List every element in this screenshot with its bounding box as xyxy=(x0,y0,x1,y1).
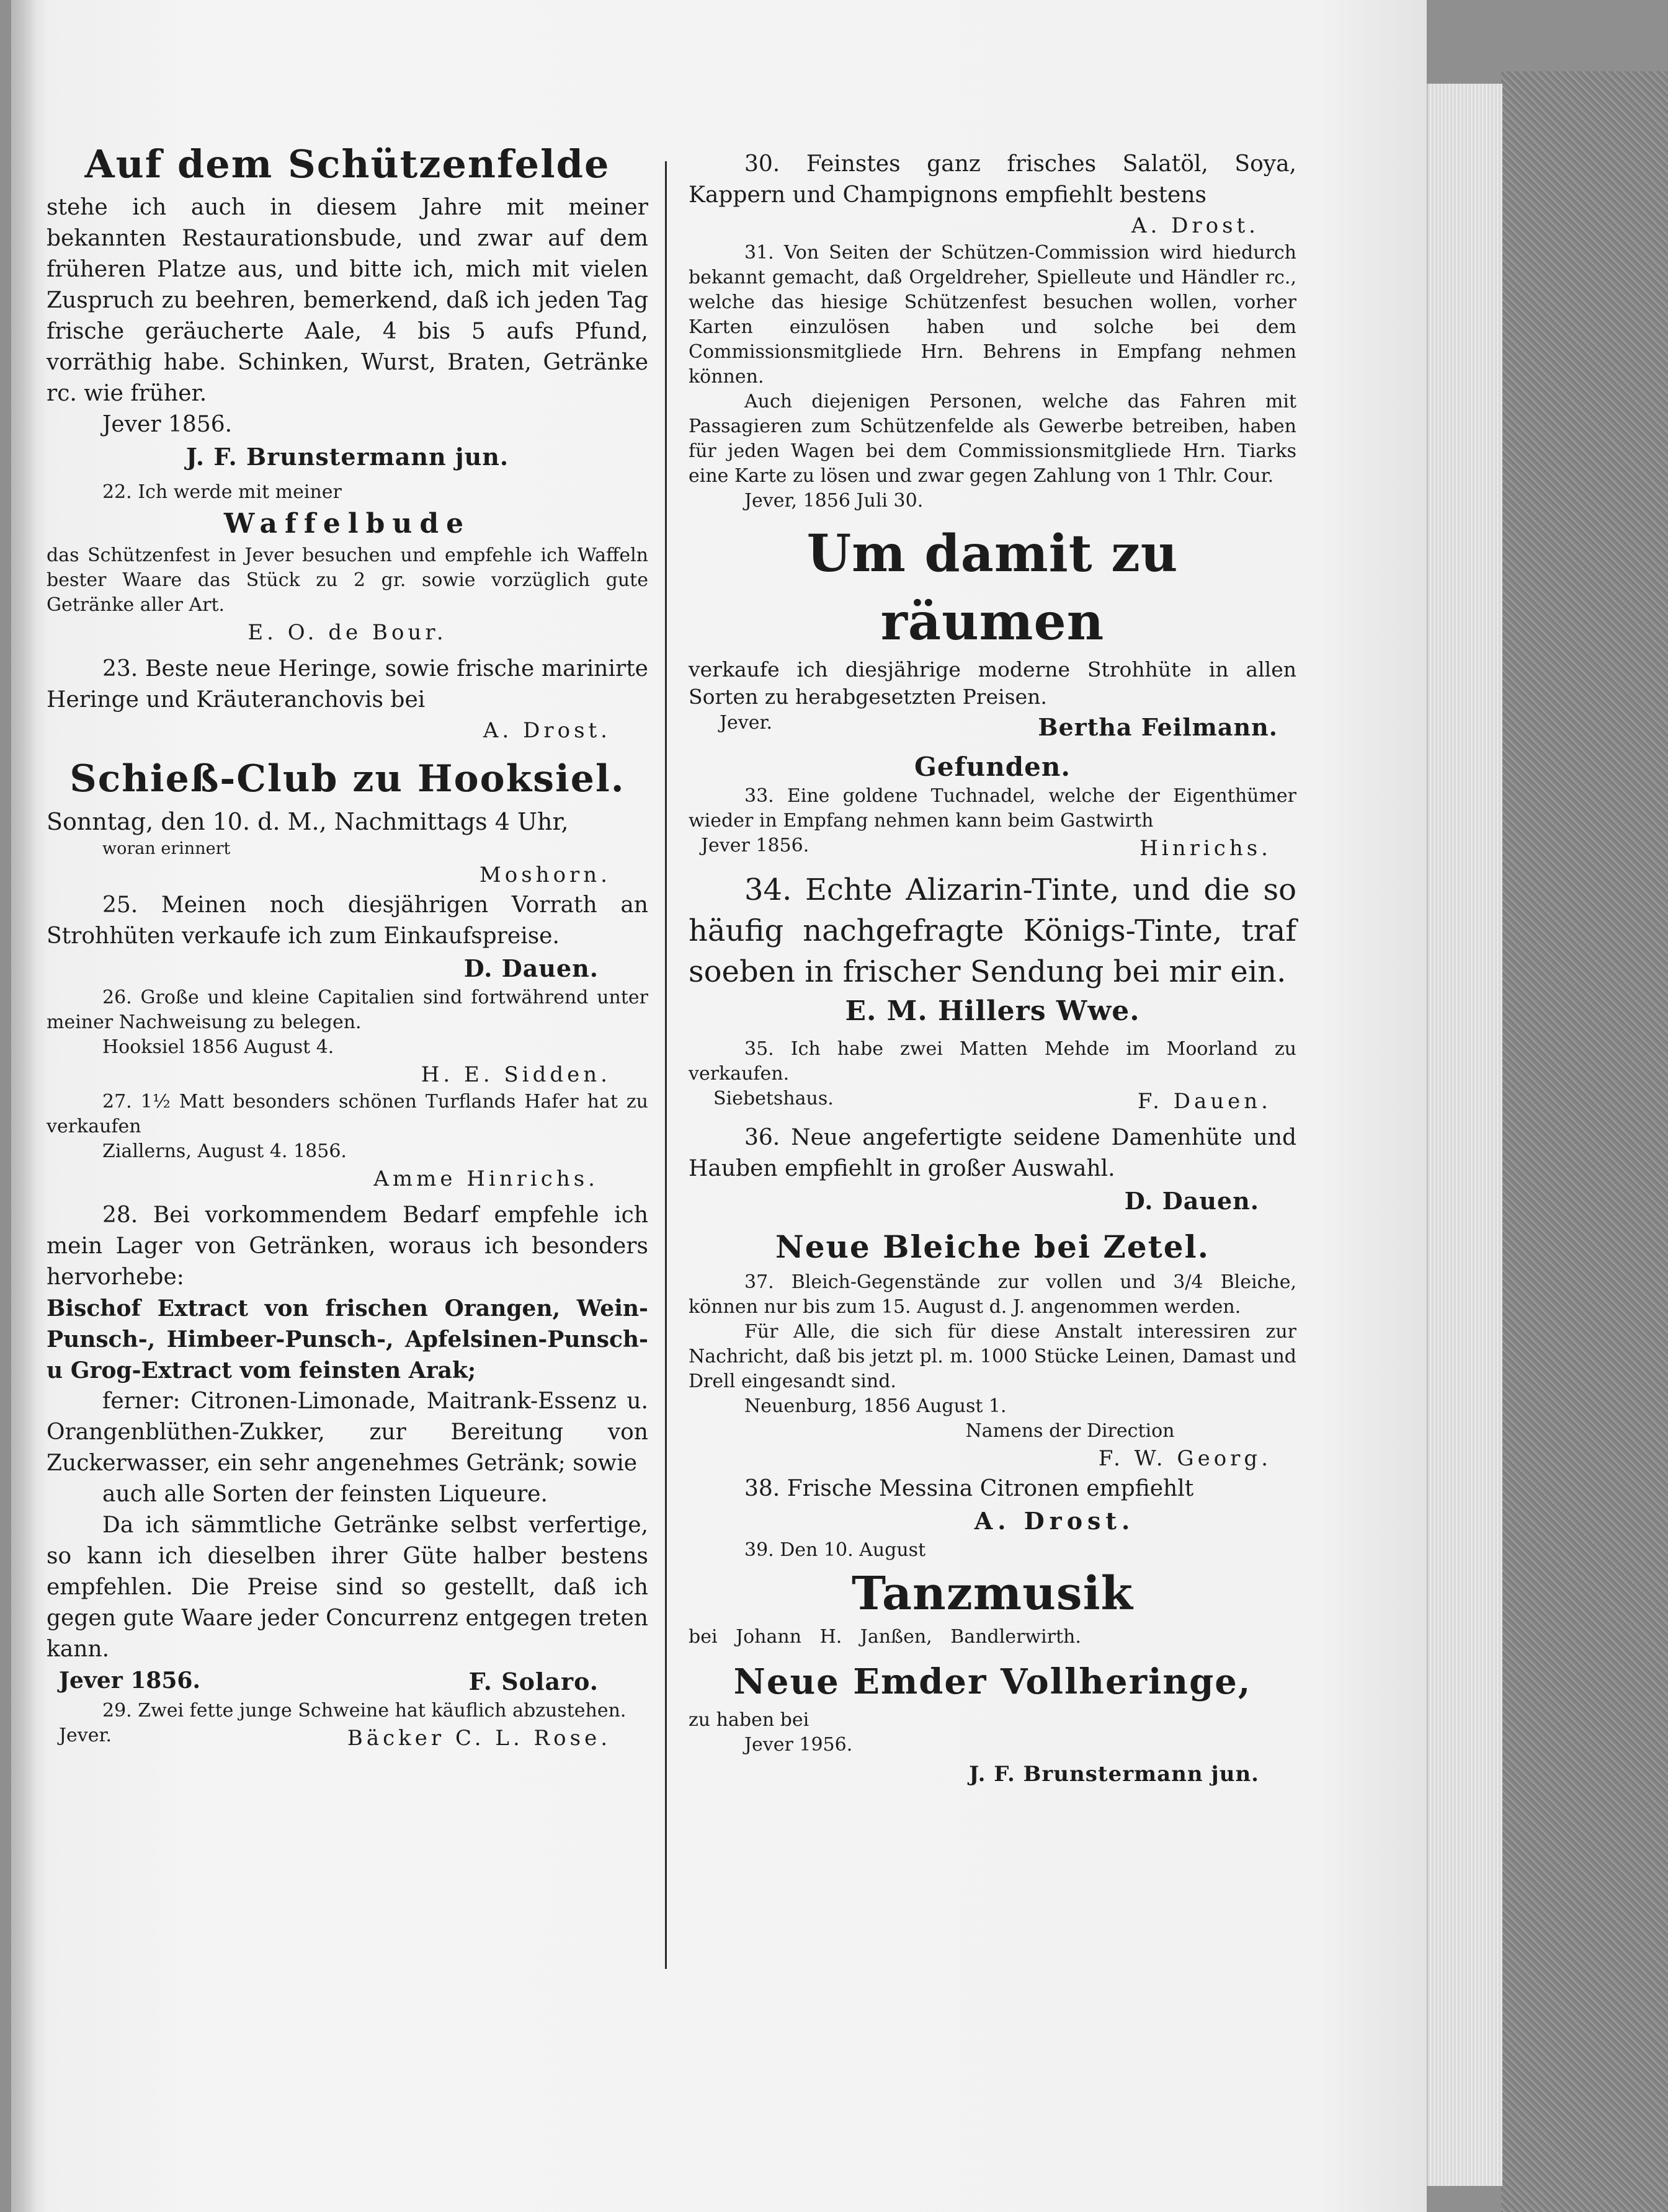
ad-footer xyxy=(47,1723,648,1753)
ad-place: Jever. xyxy=(720,712,773,734)
ad-27 xyxy=(47,1090,648,1194)
ad-text-4: auch alle Sorten der feinsten Liqueure. xyxy=(102,1481,548,1507)
ad-text: 29. Zwei fette junge Schweine hat käuflich abzustehen. xyxy=(102,1700,627,1721)
ad-title: Neue Bleiche bei Zetel. xyxy=(775,1228,1210,1265)
ad-35 xyxy=(689,1037,1296,1116)
ad-text: 23. Beste neue Heringe, sowie frische marinirte Heringe und Kräuteranchovis bei xyxy=(47,656,648,713)
ad-text: 38. Frische Messina Citronen empfiehlt xyxy=(744,1476,1194,1501)
ad-signature: Hinrichs. xyxy=(1140,836,1272,861)
ad-signature: E. M. Hillers Wwe. xyxy=(845,995,1140,1027)
ad-footer xyxy=(47,1665,648,1699)
ad-34 xyxy=(689,869,1296,1031)
ad-place-date: Jever 1956. xyxy=(744,1734,853,1756)
ad-text: 30. Feinstes ganz frisches Salatöl, Soya, Kappern und Champignons empfiehlt bestens xyxy=(689,151,1296,208)
ad-place-date: Hooksiel 1856 August 4. xyxy=(102,1036,334,1058)
ad-footer xyxy=(689,711,1296,744)
ad-text: 25. Meinen noch diesjährigen Vorrath an Strohhüten verkaufe ich zum Einkaufspreise. xyxy=(47,892,648,949)
ad-raeumen xyxy=(689,520,1296,744)
ad-signature: F. W. Georg. xyxy=(1098,1446,1272,1471)
ad-title: Gefunden. xyxy=(914,752,1071,782)
ad-text: 35. Ich habe zwei Matten Mehde im Moorland zu verkaufen. xyxy=(689,1038,1296,1085)
ad-38 xyxy=(689,1473,1296,1538)
ad-place: Siebetshaus. xyxy=(713,1088,834,1109)
ad-text: 26. Große und kleine Capitalien sind fortwährend unter meiner Nachweisung zu belegen. xyxy=(47,987,648,1033)
ad-sub: woran erinnert xyxy=(102,839,231,858)
ad-place-date: Jever 1856. xyxy=(102,412,233,437)
ad-text: 27. 1½ Matt besonders schönen Turflands Hafer hat zu verkaufen xyxy=(47,1091,648,1137)
ad-text: zu haben bei xyxy=(689,1709,809,1731)
ad-schiessclub xyxy=(47,752,648,890)
ad-place-date: Jever 1856. xyxy=(701,835,809,856)
ad-intro: 22. Ich werde mit meiner xyxy=(102,481,342,503)
ad-text: 36. Neue angefertigte seidene Damenhüte und Hauben empfiehlt in großer Auswahl. xyxy=(689,1125,1296,1181)
ad-signature: A. Drost. xyxy=(974,1507,1135,1535)
ad-gefunden xyxy=(689,750,1296,863)
left-column xyxy=(47,136,648,1753)
ad-25 xyxy=(47,890,648,985)
ad-22 xyxy=(47,480,648,647)
ad-text-2: Für Alle, die sich für diese Anstalt interessiren zur Nachricht, daß bis jetzt pl. m. 1000 Stücke Leinen, Damast und Drell eingesandt sind. xyxy=(689,1321,1296,1392)
ad-title: Neue Emder Vollheringe, xyxy=(733,1661,1252,1702)
ad-31 xyxy=(689,241,1296,513)
ad-signature: A. Drost. xyxy=(483,718,611,743)
ad-text: verkaufe ich diesjährige moderne Strohhüte in allen Sorten zu herabgesetzten Preisen. xyxy=(689,657,1296,709)
ad-text: 33. Eine goldene Tuchnadel, welche der Eigenthümer wieder in Empfang nehmen kann beim Gastwirth xyxy=(689,785,1296,832)
ad-28 xyxy=(47,1200,648,1699)
ad-intro: 39. Den 10. August xyxy=(744,1539,926,1561)
ad-text: stehe ich auch in diesem Jahre mit meiner bekannten Restaurationsbude, und zwar auf dem früheren Platze aus, und bitte ich, mich mit vielen Zuspruch zu beehren, bemerkend, daß ich jeden Tag frische geräucherte Aale, 4 bis 5 aufs Pfund, vorräthig habe. Schinken, Wurst, Braten, Getränke rc. wie früher. xyxy=(47,195,648,406)
page-gutter-shadow xyxy=(11,0,36,2212)
ad-text-2: Auch diejenigen Personen, welche das Fahren mit Passagieren zum Schützenfelde als Gewerbe betreiben, haben für jeden Wagen bei dem Commissionsmitgliede Hrn. Tiarks eine Karte zu lösen und zwar gegen Zahlung von 1 Thlr. Cour. xyxy=(689,391,1296,487)
ad-signature: F. Dauen. xyxy=(1137,1089,1272,1114)
ad-schuetzenfelde xyxy=(47,136,648,474)
ad-text-5: Da ich sämmtliche Getränke selbst verfertige, so kann ich dieselben ihrer Güte halber bestens empfehlen. Die Preise sind so gestellt, daß ich gegen gute Waare jeder Concurrenz entgegen treten kann. xyxy=(47,1512,648,1662)
ad-signature: J. F. Brunstermann jun. xyxy=(969,1762,1259,1787)
ad-36 xyxy=(689,1122,1296,1218)
ad-23 xyxy=(47,654,648,745)
ad-signature: Bäcker C. L. Rose. xyxy=(347,1726,611,1751)
ad-place-date: Ziallerns, August 4. 1856. xyxy=(102,1140,347,1162)
ad-signature: D. Dauen. xyxy=(463,954,599,982)
ad-signature: Moshorn. xyxy=(479,863,611,887)
ad-title: Schieß-Club zu Hooksiel. xyxy=(69,757,625,801)
ad-text-3: ferner: Citronen-Limonade, Maitrank-Essenz u. Orangenblüthen-Zukker, zur Bereitung von Zuckerwasser, ein sehr angenehmes Getränk; sowie xyxy=(47,1388,648,1476)
ad-signature: Bertha Feilmann. xyxy=(1038,713,1278,741)
ad-26 xyxy=(47,985,648,1090)
ad-39 xyxy=(689,1538,1296,1650)
page-edges xyxy=(1427,84,1502,2186)
column-divider xyxy=(665,161,667,1969)
ad-signature: E. O. de Bour. xyxy=(248,620,447,645)
ad-sub: Namens der Direction xyxy=(965,1420,1175,1442)
ad-title: Um damit zu räumen xyxy=(806,524,1179,652)
ad-place: Jever. xyxy=(59,1725,112,1746)
ad-bleiche xyxy=(689,1224,1296,1473)
ad-signature: A. Drost. xyxy=(1131,213,1259,238)
ad-text-1: 37. Bleich-Gegenstände zur vollen und 3/4 Bleiche, können nur bis zum 15. August d. J. angenommen werden. xyxy=(689,1271,1296,1318)
right-column xyxy=(689,149,1296,1791)
ad-place-date: Neuenburg, 1856 August 1. xyxy=(744,1395,1007,1417)
ad-text: 34. Echte Alizarin-Tinte, und die so häufig nachgefragte Königs-Tinte, traf soeben in frischer Sendung bei mir ein. xyxy=(689,873,1296,989)
ad-signature: H. E. Sidden. xyxy=(421,1062,611,1087)
ad-headline: Tanzmusik xyxy=(852,1567,1133,1620)
ad-30 xyxy=(689,149,1296,241)
book-cover xyxy=(1501,71,1668,2212)
ad-text: bei Johann H. Janßen, Bandlerwirth. xyxy=(689,1626,1081,1648)
ad-vollheringe xyxy=(689,1656,1296,1791)
ad-footer xyxy=(689,1086,1296,1116)
ad-place-date: Jever, 1856 Juli 30. xyxy=(744,490,924,512)
ad-text-1: 28. Bei vorkommendem Bedarf empfehle ich mein Lager von Getränken, woraus ich besonders hervorhebe: xyxy=(47,1202,648,1290)
ad-signature: Amme Hinrichs. xyxy=(373,1166,599,1191)
ad-signature: D. Dauen. xyxy=(1124,1187,1259,1215)
ad-title: Auf dem Schützenfelde xyxy=(84,141,610,187)
ad-footer xyxy=(689,833,1296,863)
ad-text: Sonntag, den 10. d. M., Nachmittags 4 Uhr, xyxy=(47,808,569,835)
ad-headline: Waffelbude xyxy=(223,508,471,540)
ad-signature: J. F. Brunstermann jun. xyxy=(185,443,509,471)
ad-text-2: Bischof Extract von frischen Orangen, Wein-Punsch-, Himbeer-Punsch-, Apfelsinen-Punsch- u Grog-Extract vom feinsten Arak; xyxy=(47,1295,648,1384)
ad-signature: F. Solaro. xyxy=(468,1668,599,1695)
ad-place-date: Jever 1856. xyxy=(59,1668,200,1694)
ad-text-1: 31. Von Seiten der Schützen-Commission wird hiedurch bekannt gemacht, daß Orgeldreher, Spielleute und Händler rc., welche das hiesige Schützenfest besuchen wollen, vorher Karten einzulösen haben und solche bei dem Commissionsmitgliede Hrn. Behrens in Empfang nehmen können. xyxy=(689,242,1296,388)
ad-text: das Schützenfest in Jever besuchen und empfehle ich Waffeln bester Waare das Stück zu 2 gr. sowie vorzüglich gute Getränke aller Art. xyxy=(47,544,648,616)
ad-29 xyxy=(47,1699,648,1753)
